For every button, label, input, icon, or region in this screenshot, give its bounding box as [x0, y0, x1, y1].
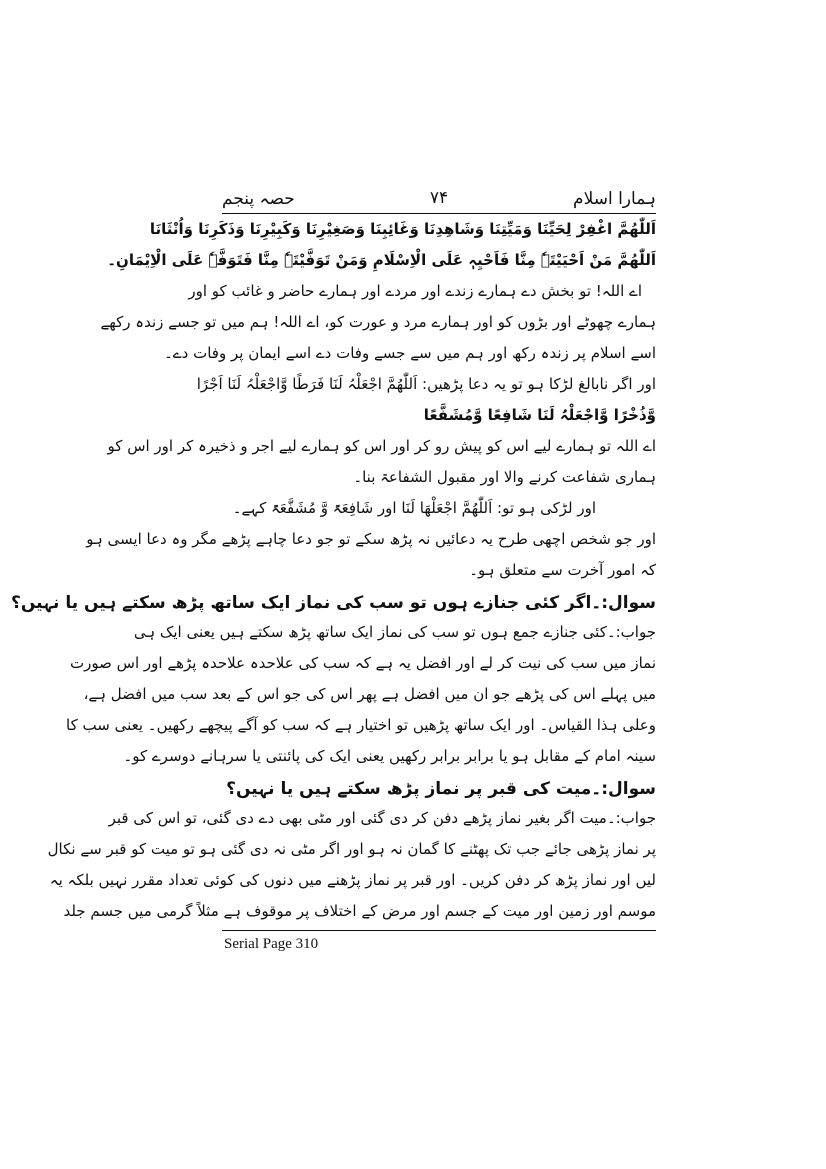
- book-title: ہمارا اسلام: [573, 189, 656, 209]
- answer-2-line-1: جواب:۔میت اگر بغیر نماز پڑھے دفن کر دی گئی اور مٹی بھی دے دی گئی، تو اس کی قبر: [108, 809, 656, 827]
- answer-2-line-3: لیں اور نماز پڑھ کر دفن کریں۔ اور قبر پر نماز پڑھنے میں دنوں کی کوئی تعداد مقرر نہیں بلکہ یہ: [49, 871, 656, 889]
- answer-1-line-4: وعلی ہذا القیاس۔ اور ایک ساتھ پڑھیں تو اختیار ہے کہ سب کو آگے پیچھے رکھیں۔ یعنی سب کا: [66, 716, 656, 734]
- header-rule: [222, 213, 656, 214]
- part-label: حصہ پنجم: [222, 189, 295, 209]
- question-2: سوال:۔میت کی قبر پر نماز پڑھ سکتے ہیں یا نہیں؟: [226, 779, 656, 799]
- boy-translation-line-1: اے اللہ تو ہمارے لیے اس کو پیش رو کر اور اس کو ہمارے لیے اجر و ذخیرہ کر اور اس کو: [107, 437, 656, 455]
- page-header: [222, 188, 656, 210]
- boy-dua-line-2: وَّذُخْرًا وَّاجْعَلْہُ لَنَا شَافِعًا وَّمُشَفَّعًا: [423, 406, 656, 424]
- question-1: سوال:۔اگر کئی جنازے ہوں تو سب کی نماز ایک ساتھ پڑھ سکتے ہیں یا نہیں؟: [11, 593, 656, 613]
- footer-rule: [222, 930, 656, 931]
- translation-line-1: اے اللہ! تو بخش دے ہمارے زندے اور مردے اور ہمارے حاضر و غائب کو اور: [188, 282, 642, 300]
- general-dua-line-1: اور جو شخص اچھی طرح یہ دعائیں نہ پڑھ سکے تو جو دعا چاہے پڑھے مگر وہ دعا ایسی ہو: [86, 530, 656, 548]
- boy-dua-line-1: اور اگر نابالغ لڑکا ہو تو یہ دعا پڑھیں: اَللّٰھُمَّ اجْعَلْہُ لَنَا فَرَطًا وَّاجْعَلْہُ لَنَا اَجْرًا: [196, 375, 656, 393]
- girl-dua-line: اور لڑکی ہو تو: اَللّٰھُمَّ اجْعَلْھَا لَنَا اور شَافِعَۃً وَّ مُشَفَّعَۃً کہے۔: [232, 499, 596, 517]
- translation-line-3: اسے اسلام پر زندہ رکھ اور ہم میں سے جسے وفات دے اسے ایمان پر وفات دے۔: [164, 344, 656, 362]
- answer-1-line-5: سینہ امام کے مقابل ہو یا برابر برابر رکھیں یعنی ایک کی پائنتی یا سرہانے دوسرے کو۔: [123, 747, 656, 765]
- serial-page-label: Serial Page 310: [224, 936, 319, 952]
- translation-line-2: ہمارے چھوٹے اور بڑوں کو اور ہمارے مرد و عورت کو، اے اللہ! ہم میں تو جسے زندہ رکھے: [100, 313, 656, 331]
- page-number: ۷۴: [429, 188, 449, 208]
- boy-translation-line-2: ہماری شفاعت کرنے والا اور مقبول الشفاعۃ بنا۔: [353, 468, 656, 486]
- dua-arabic-line-2: اَللّٰھُمَّ مَنْ اَحْیَیْتَہٗ مِنَّا فَاَحْیِہٖ عَلَی الْاِسْلَامِ وَمَنْ تَوَفَّیْتَہٗ مِنَّا فَتَوَفَّہٗ عَلَی الْاِیْمَانِ۔: [107, 251, 656, 269]
- answer-1-line-1: جواب:۔کئی جنازے جمع ہوں تو سب کی نماز ایک ساتھ پڑھ سکتے ہیں یعنی ایک ہی: [133, 623, 656, 641]
- dua-arabic-line-1: اَللّٰھُمَّ اغْفِرْ لِحَیِّنَا وَمَیِّتِنَا وَشَاھِدِنَا وَغَائِبِنَا وَصَغِیْرِنَا وَکَبِیْرِنَا وَذَکَرِنَا وَاُنْثَانَا: [149, 220, 656, 238]
- answer-1-line-3: میں پہلے اس کی پڑھے جو ان میں افضل ہے پھر اس کی جو اس کے بعد سب میں افضل ہے،: [83, 685, 656, 703]
- answer-2-line-2: پر نماز پڑھی جائے جب تک پھٹنے کا گمان نہ ہو اور اگر مٹی نہ دی گئی ہو تو میت کو قبر سے نکال: [47, 840, 656, 858]
- answer-2-line-4: موسم اور زمین اور میت کے جسم اور مرض کے اختلاف پر موقوف ہے مثلاً گرمی میں جسم جلد: [63, 902, 656, 920]
- answer-1-line-2: نماز میں سب کی نیت کر لے اور افضل یہ ہے کہ سب کی علاحدہ علاحدہ پڑھے اور اس صورت: [70, 654, 656, 672]
- general-dua-line-2: کہ امور آخرت سے متعلق ہو۔: [469, 561, 656, 579]
